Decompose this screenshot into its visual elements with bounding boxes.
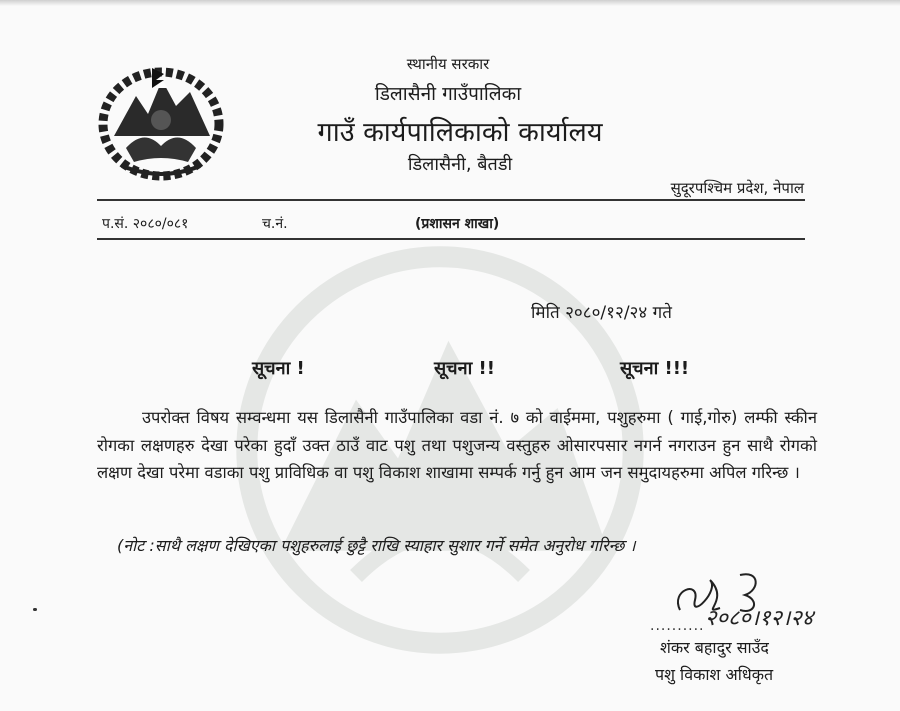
header-rule-bottom — [97, 238, 805, 240]
section-label: (प्रशासन शाखा) — [415, 216, 500, 232]
notice-heading-1: सूचना ! — [252, 358, 305, 379]
notice-heading-3: सूचना !!! — [620, 358, 690, 379]
notice-heading-2: सूचना !! — [434, 358, 495, 379]
government-label: स्थानीय सरकार — [406, 55, 490, 73]
letter-date: मिति २०८०/१२/२४ गते — [531, 303, 672, 323]
signature-line: .......... — [650, 618, 705, 634]
scan-speck — [33, 608, 37, 611]
province-label: सुदूरपश्चिम प्रदेश, नेपाल — [670, 179, 804, 197]
header-rule-top — [97, 199, 805, 201]
signature-date: २०८०।१२।२४ — [705, 606, 814, 630]
dispatch-number: च.नं. — [262, 216, 288, 232]
signatory-title: पशु विकाश अधिकृत — [655, 665, 774, 684]
scan-edge-shadow — [0, 0, 900, 6]
notice-note: (नोट :साथै लक्षण देखिएका पशुहरुलाई छुट्टै राखि स्याहार सुशार गर्ने समेत अनुरोध गरिन्छ । — [117, 536, 636, 555]
notice-body: उपरोक्त विषय सम्वन्धमा यस डिलासैनी गाउँपालिका वडा नं. ७ को वाईममा, पशुहरुमा ( गाई,गोरु) लम्फी स्कीन रोगका लक्षणहरु देखा परेका हुदाँ उक्त ठाउँ वाट पशु तथा पशुजन्य वस्तुहरु ओसारपसार नगर्न नगराउन हुन साथै रोगको लक्षण देखा परेमा वडाका पशु प्राविधिक वा पशु विकाश शाखामा सम्पर्क गर्नु हुन आम जन समुदायहरुमा अपिल गरिन्छ । — [97, 408, 817, 482]
office-title: गाउँ कार्यपालिकाको कार्यालय — [317, 117, 603, 148]
reference-number: प.सं. २०८०/०८१ — [102, 216, 189, 232]
signatory-name: शंकर बहादुर साउँद — [660, 638, 769, 657]
municipality-name: डिलासैनी गाउँपालिका — [374, 83, 522, 105]
office-location: डिलासैनी, बैतडी — [407, 154, 513, 175]
